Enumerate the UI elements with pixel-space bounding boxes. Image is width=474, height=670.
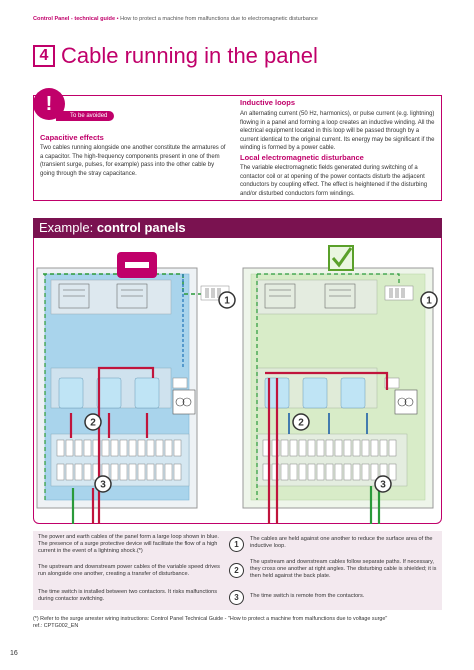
- warning-icon: !: [33, 88, 65, 120]
- marker-1-right: [421, 292, 437, 308]
- marker-3-right: [375, 476, 391, 492]
- section-title: Cable running in the panel: [61, 43, 318, 68]
- page-number: 16: [10, 650, 18, 657]
- svg-text:3: 3: [380, 479, 386, 491]
- panel-diagrams: [33, 238, 442, 524]
- example-title-light: Example:: [39, 220, 97, 235]
- capacitive-heading: Capacitive effects: [40, 133, 104, 142]
- section-heading: [33, 44, 318, 68]
- local-text: The variable electromagnetic fields generated during switching of a contactor coil or at opening of the power contacts disturb the adjacent conductors by coupling effect. The effect is heightened if the disturbing and/or disturbed conductors form windings.: [240, 165, 428, 197]
- avoid-tag: To be avoided: [56, 111, 114, 121]
- legend-bad-3: The time switch is installed between two contactors. It risks malfunctions during contactor switching.: [38, 589, 218, 603]
- legend-bad-2: The upstream and downstream power cables of the variable speed drives run alongside one another, creating a transfer of disturbance.: [38, 564, 220, 578]
- example-title: [33, 218, 442, 238]
- svg-text:2: 2: [298, 417, 304, 429]
- example-title-bold: control panels: [96, 220, 186, 235]
- svg-text:1: 1: [426, 295, 432, 307]
- breadcrumb-guide[interactable]: Control Panel - technical guide: [33, 16, 116, 22]
- breadcrumb-separator: •: [115, 16, 121, 22]
- footnote-line-2: ref.: CPTG002_EN: [33, 623, 79, 629]
- svg-text:2: 2: [90, 417, 96, 429]
- breadcrumb-current: How to protect a machine from malfunctions due to electromagnetic disturbance: [120, 16, 318, 22]
- capacitive-text: Two cables running alongside one another constitute the armatures of a capacitor. The high-frequency components present in one of them (transient surge, pulses, for example) pass into the other cable by going through the stray capacitance.: [40, 145, 226, 177]
- marker-1-left: [219, 292, 235, 308]
- breadcrumb: [33, 16, 318, 22]
- footnote: [33, 616, 443, 630]
- marker-2-right: [293, 414, 309, 430]
- inductive-text: An alternating current (50 Hz, harmonics), or pulse current (e.g. lightning) flowing in a panel and forming a loop creates an inductive winding. All the electrical equipment located in this loop will be passed through by a current identical to the original current. Its energy may be significant if the winding is formed by a power cable.: [240, 111, 435, 152]
- local-heading: Local electromagnetic disturbance: [240, 153, 364, 162]
- footnote-line-1: (*) Refer to the surge arrester wiring instructions: Control Panel Technical Guide - "How to protect a machine from malfunctions due to voltage surge": [33, 616, 388, 622]
- good-panel: [243, 246, 433, 524]
- legend-good-3: The time switch is remote from the contactors.: [250, 593, 365, 599]
- legend-bad-1: The power and earth cables of the panel form a large loop shown in blue. The presence of a surge protective device will facilitate the flow of a high current in the event of a lightning shock.(*): [38, 534, 219, 555]
- inductive-heading: Inductive loops: [240, 98, 296, 107]
- legend-good-1: The cables are held against one another to reduce the surface area of the inductive loop.: [250, 536, 433, 550]
- svg-text:3: 3: [100, 479, 106, 491]
- marker-2-left: [85, 414, 101, 430]
- svg-text:1: 1: [224, 295, 230, 307]
- marker-3-left: [95, 476, 111, 492]
- legend-marker-1: 1: [229, 537, 244, 552]
- legend-good-2: The upstream and downstream cables follow separate paths. If necessary, they cross one another at right angles. The disturbing cable is shielded; it is then held against the back plate.: [250, 559, 437, 580]
- legend-marker-2: 2: [229, 563, 244, 578]
- bad-panel: [37, 252, 229, 524]
- legend-marker-3: 3: [229, 590, 244, 605]
- section-number: 4: [33, 45, 55, 67]
